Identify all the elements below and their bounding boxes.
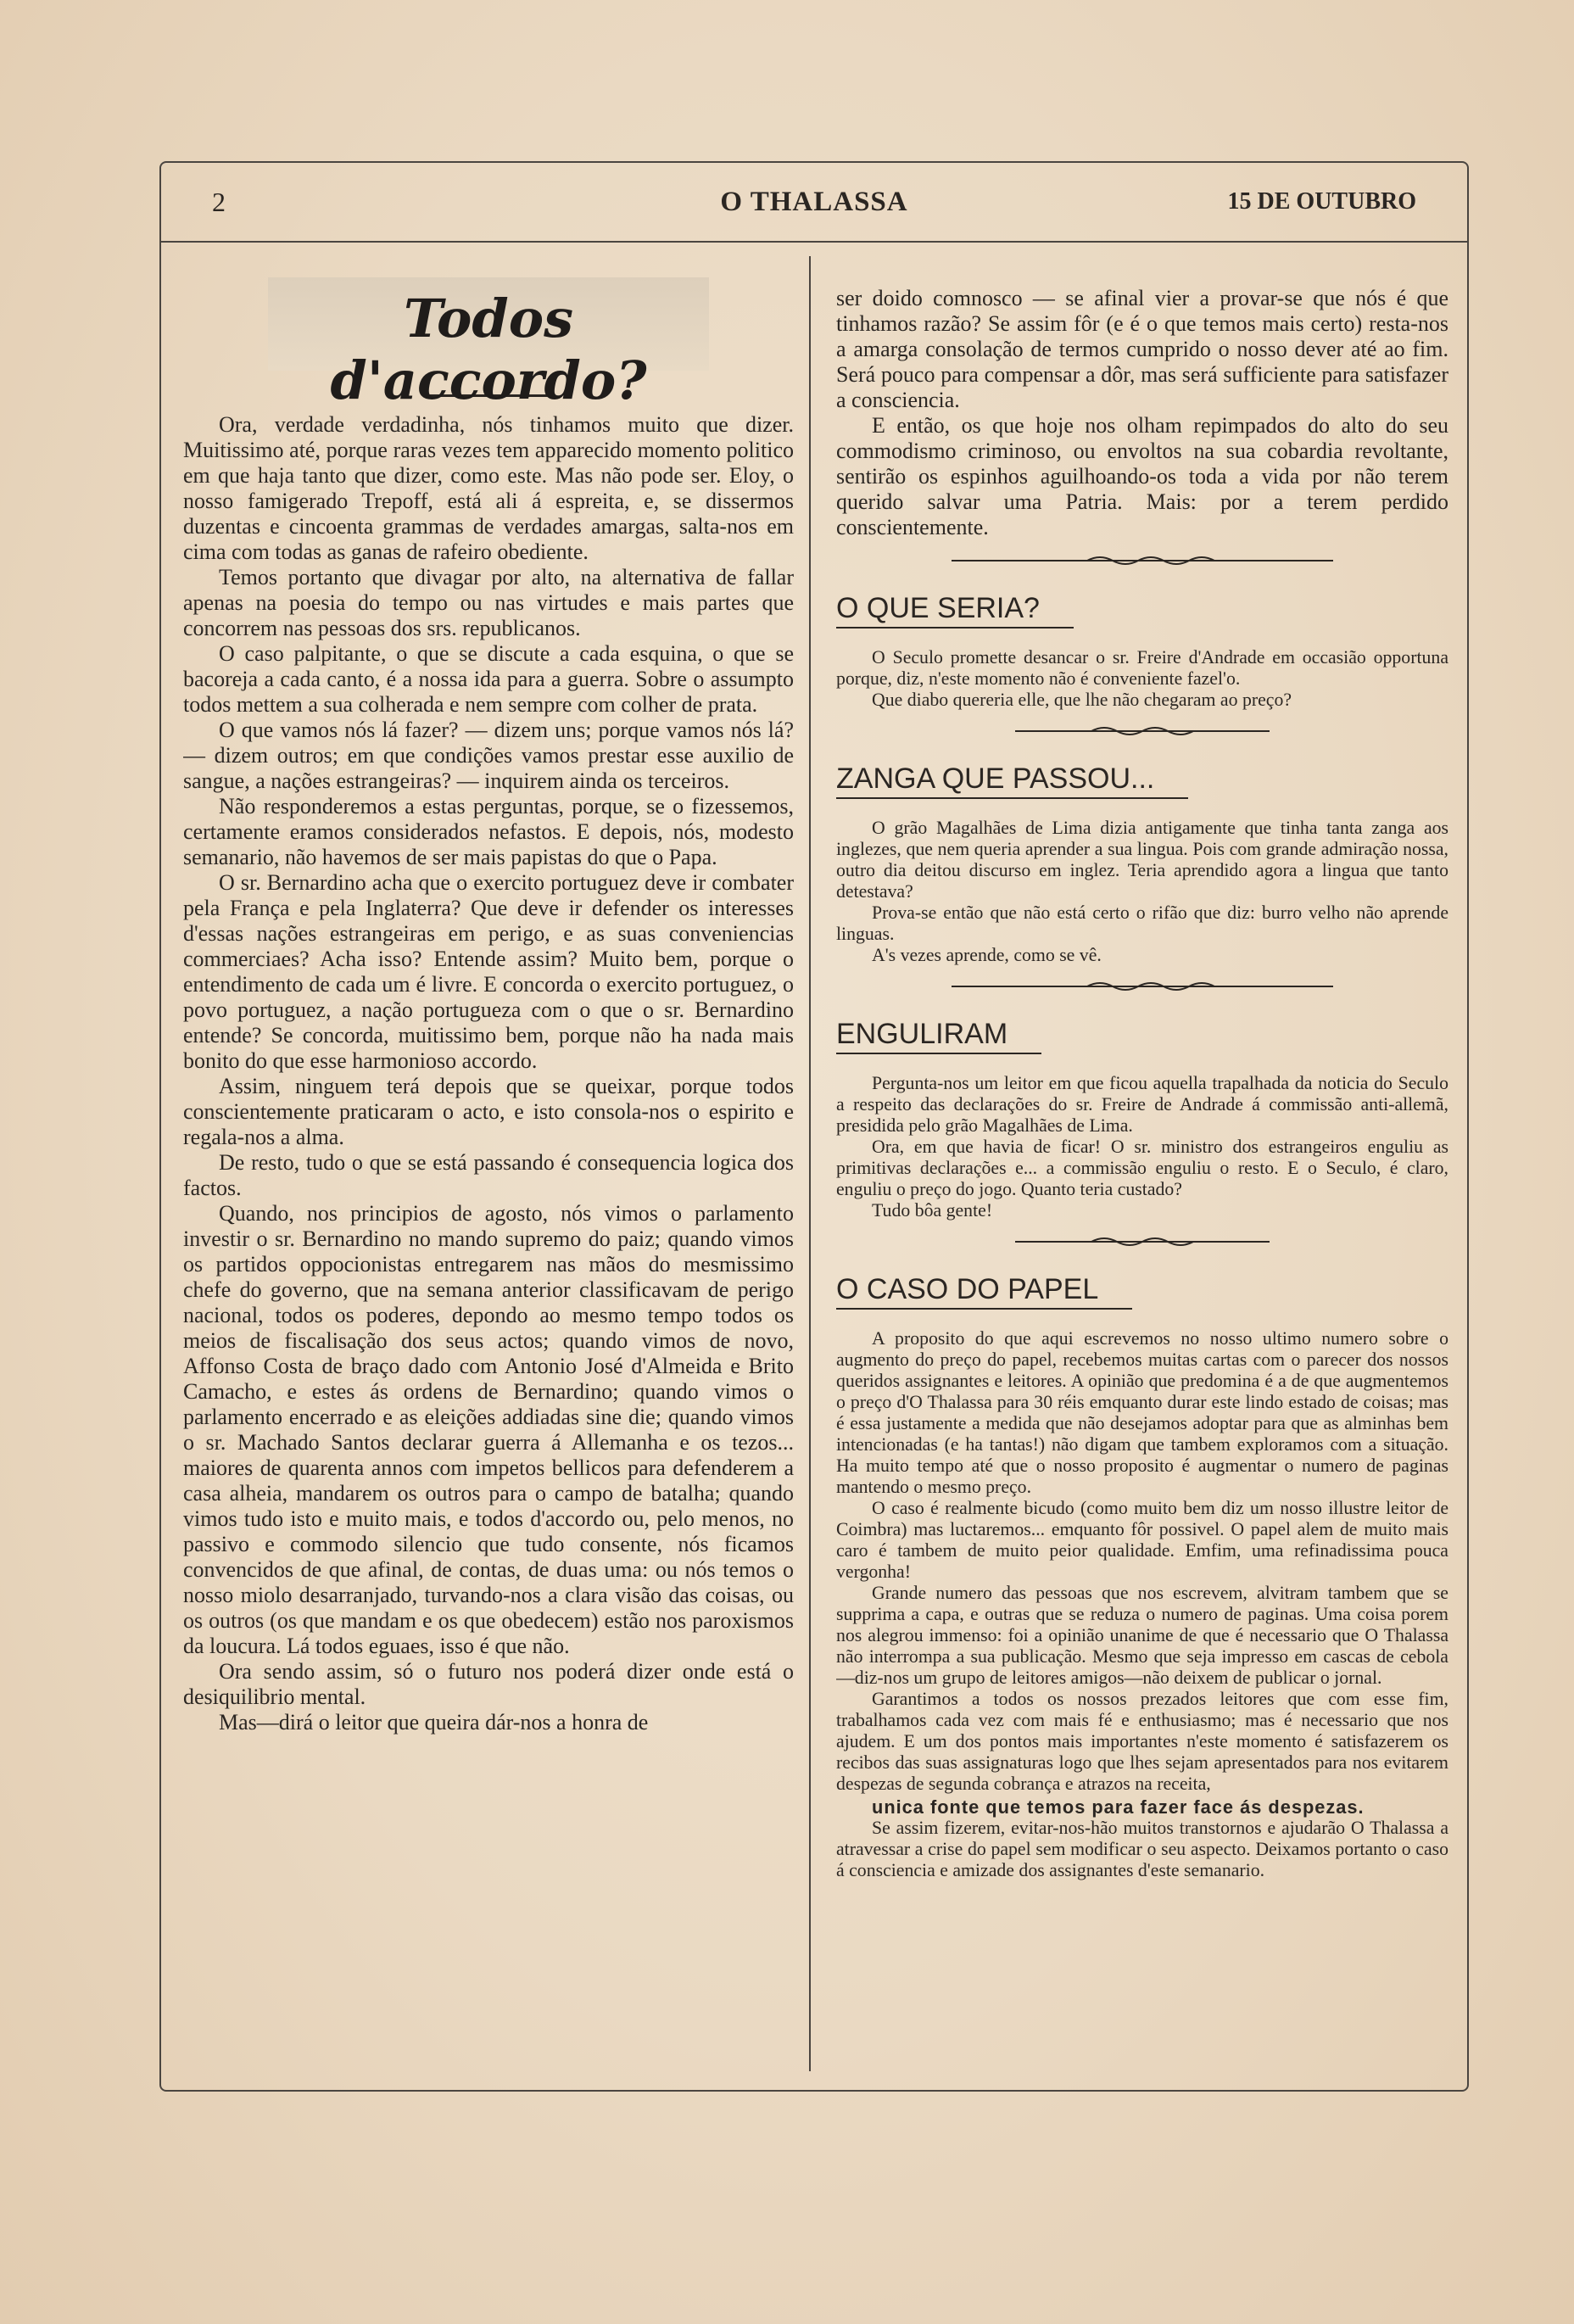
issue-date: 15 DE OUTUBRO xyxy=(1227,188,1416,215)
paragraph: Que diabo quereria elle, que lhe não chegaram ao preço? xyxy=(872,690,1292,710)
section-heading: O QUE SERIA? xyxy=(836,593,1074,628)
section-heading: ENGULIRAM xyxy=(836,1019,1041,1054)
paragraph: Garantimos a todos os nossos prezados leitores que com esse fim, trabalhamos cada vez com mais fé e enthusiasmo; mas é necessario que nos ajudem. E um dos pontos mais importantes n'este momento é satisfazerem os recibos das suas assignaturas logo que lhes sejam apresentados para nos evitarem despezas de segunda cobrança e atrazos na receita, xyxy=(836,1689,1448,1794)
ornament-divider xyxy=(836,1235,1448,1249)
paragraph: Ora, em que havia de ficar! O sr. ministro dos estrangeiros enguliu as primitivas declarações e... a commissão enguliu o resto. E o Seculo, é claro, enguliu o preço do jogo. Quanto teria custado? xyxy=(836,1137,1448,1199)
bold-statement: unica fonte que temos para fazer face ás despezas. xyxy=(872,1796,1365,1818)
paragraph: Mas—dirá o leitor que queira dár-nos a honra de xyxy=(219,1710,649,1735)
paragraph: Pergunta-nos um leitor em que ficou aquella trapalhada da noticia do Seculo a respeito das declarações do sr. Freire de Andrade á commissão anti-allemã, presidida pelo grão Magalhães de Lima. xyxy=(836,1073,1448,1136)
section-heading: ZANGA QUE PASSOU... xyxy=(836,763,1188,799)
paragraph: A proposito do que aqui escrevemos no nosso ultimo numero sobre o augmento do preço do papel, recebemos muitas cartas com o parecer dos nossos queridos assignantes e leitores. A opinião que predomina é a de que augmentemos o preço d'O Thalassa para 30 réis emquanto durar este lindo estado de coisas; mas é essa justamente a medida que não desejamos adoptar para que as alminhas bem intencionadas (e ha tantas!) não digam que tambem exploramos com a situação. Ha muito tempo até que o nosso proposito é augmentar o numero de paginas mantendo o mesmo preço. xyxy=(836,1328,1448,1497)
paragraph: O caso palpitante, o que se discute a cada esquina, o que se bacoreja a cada canto, é a nossa ida para a guerra. Sobre o assumpto todos mettem a sua colherada e nem sempre com colher de prata. xyxy=(183,641,794,717)
paragraph: ser doido comnosco — se afinal vier a provar-se que nós é que tinhamos razão? Se assim fôr (e é o que temos mais certo) resta-nos a amarga consolação de termos cumprido o nosso dever até ao fim. Será pouco para compensar a dôr, mas será sufficiente para satisfazer a consciencia. xyxy=(836,286,1448,412)
paragraph: O que vamos nós lá fazer? — dizem uns; porque vamos nós lá? — dizem outros; em que condições vamos prestar esse auxilio de sangue, a nações estrangeiras? — inquirem ainda os terceiros. xyxy=(183,718,794,793)
ornament-divider xyxy=(836,554,1448,567)
paragraph: Ora sendo assim, só o futuro nos poderá dizer onde está o desiquilibrio mental. xyxy=(183,1659,794,1709)
newspaper-title: O THALASSA xyxy=(720,187,908,217)
paragraph: Tudo bôa gente! xyxy=(872,1200,993,1221)
paragraph: Não responderemos a estas perguntas, porque, se o fizessemos, certamente eramos considerados nefastos. E depois, nós, modesto semanario, não havemos de ser mais papistas do que o Papa. xyxy=(183,794,794,869)
newspaper-page xyxy=(159,161,1469,2092)
section-heading: O CASO DO PAPEL xyxy=(836,1274,1132,1310)
paragraph: O sr. Bernardino acha que o exercito portuguez deve ir combater pela França e pela Inglaterra? Que deve ir defender os interesses d'essas nações estrangeiras em perigo, e as suas conveniencias commerciaes? Acha isso? Entende assim? Muito bem, porque o entendimento de cada um é livre. E concorda o exercito portuguez, o povo portuguez, a nação portugueza com o que o sr. Bernardino entende? Se concorda, muitissimo bem, porque não ha nada mais bonito do que esse harmonioso accordo. xyxy=(183,870,794,1073)
page-number: 2 xyxy=(212,187,226,217)
paragraph: O grão Magalhães de Lima dizia antigamente que tinha tanta zanga aos inglezes, que nem queria aprender a sua lingua. Pois com grande admiração nossa, outro dia deitou discurso em inglez. Teria aprendido agora a lingua que tanto detestava? xyxy=(836,818,1448,902)
ornament-divider xyxy=(836,980,1448,993)
ornament-divider xyxy=(836,724,1448,738)
paragraph: Se assim fizerem, evitar-nos-hão muitos transtornos e ajudarão O Thalassa a atravessar a crise do papel sem modificar o seu aspecto. Deixamos portanto o caso á consciencia e amizade dos assignantes d'este semanario. xyxy=(836,1818,1448,1880)
article-title-banner xyxy=(268,277,709,411)
left-column xyxy=(183,277,794,2050)
paragraph: Grande numero das pessoas que nos escrevem, alvitram tambem que se supprima a capa, e outras que se reduza o numero de paginas. Uma coisa porem nos alegrou immenso: foi a opinião unanime de que é necessario que O Thalassa não interrompa a sua publicação. Mesmo que seja impresso em cascas de cebola—diz-nos um grupo de leitores amigos—não deixem de publicar o jornal. xyxy=(836,1583,1448,1688)
paragraph: Quando, nos principios de agosto, nós vimos o parlamento investir o sr. Bernardino no mando supremo do paiz; quando vimos os partidos oppocionistas entregarem nas mãos do mesmissimo chefe do governo, que na semana anterior classificavam de perigo nacional, todos os poderes, depondo ao mesmo tempo todos os meios de fiscalisação dos seus actos; quando vimos de novo, Affonso Costa de braço dado com Antonio José d'Almeida e Brito Camacho, e estes ás ordens de Bernardino; quando vimos o parlamento encerrado e as eleições addiadas sine die; quando vimos o sr. Machado Santos declarar guerra á Allemanha e os tezos... maiores de quarenta annos com impetos bellicos para defenderem a casa alheia, mandarem os outros para o campo de batalha; quando vimos tudo isto e muito mais, e todos d'accordo ou, pelo menos, no passivo e commodo silencio que tudo consente, nós ficamos convencidos de que afinal, de contas, de duas uma: ou nós temos o nosso miolo desarranjado, turvando-nos a clara visão das coisas, ou os outros (os que mandam e os que obedecem) estão nos paroxismos da loucura. Lá todos eguaes, isso é que não. xyxy=(183,1201,794,1658)
paragraph: A's vezes aprende, como se vê. xyxy=(872,945,1102,965)
paragraph: Prova-se então que não está certo o rifão que diz: burro velho não aprende linguas. xyxy=(836,902,1448,944)
right-column xyxy=(836,286,1448,2059)
paragraph: Temos portanto que divagar por alto, na alternativa de fallar apenas na poesia do tempo ou nas virtudes e mais partes que concorrem nas pessoas dos srs. republicanos. xyxy=(183,565,794,640)
paragraph: De resto, tudo o que se está passando é consequencia logica dos factos. xyxy=(183,1150,794,1200)
paragraph: Assim, ninguem terá depois que se queixar, porque todos conscientemente praticaram o acto, e isto consola-nos o espirito e regala-nos a alma. xyxy=(183,1074,794,1149)
page-header xyxy=(161,163,1467,243)
article-title: Todos d'accordo? xyxy=(330,288,647,411)
paragraph: Ora, verdade verdadinha, nós tinhamos muito que dizer. Muitissimo até, porque raras vezes tem apparecido momento politico em que haja tanto que dizer, como este. Mas não pode ser. Eloy, o nosso famigerado Trepoff, está ali á espreita, e, se dissermos duzentas e cincoenta grammas de verdades amargas, salta-nos em cima com todas as ganas de rafeiro obediente. xyxy=(183,412,794,564)
paragraph: O caso é realmente bicudo (como muito bem diz um nosso illustre leitor de Coimbra) mas luctaremos... emquanto fôr possivel. O papel alem de muito mais caro é tambem de muito peior qualidade. Emfim, uma refinadissima pouca vergonha! xyxy=(836,1498,1448,1582)
paragraph: E então, os que hoje nos olham repimpados do alto do seu commodismo criminoso, ou envoltos na sua cobardia revoltante, sentirão os espinhos aguilhoando-os toda a vida por não terem querido salvar uma Patria. Mais: por a terem perdido conscientemente. xyxy=(836,413,1448,539)
paragraph: O Seculo promette desancar o sr. Freire d'Andrade em occasião opportuna porque, diz, n'este momento não é conveniente fazel'o. xyxy=(836,647,1448,689)
column-divider xyxy=(809,256,811,2071)
